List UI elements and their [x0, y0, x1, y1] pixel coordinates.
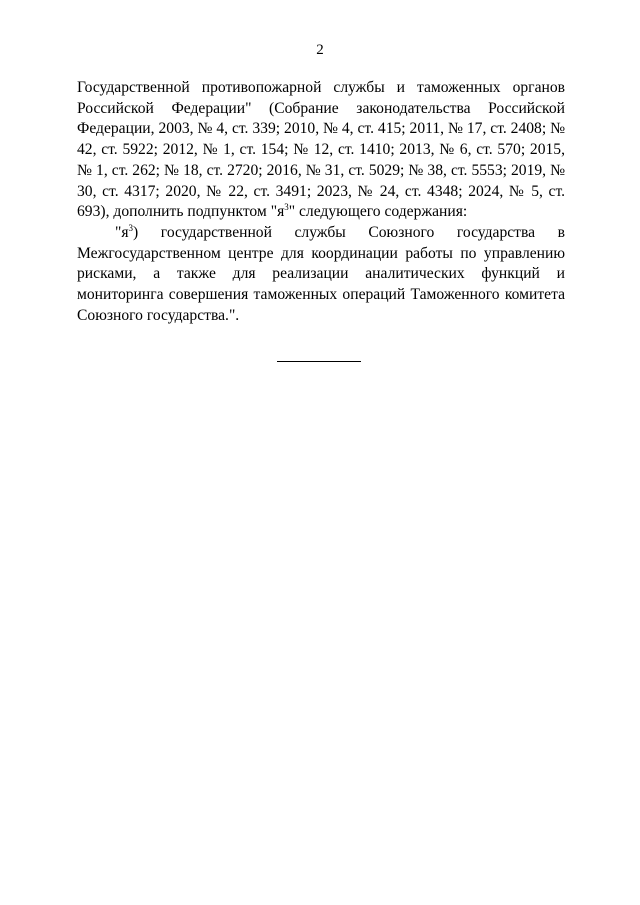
amendment-paragraph	[77, 78, 565, 223]
end-divider-line	[277, 361, 361, 362]
amendment-text-tail: " следующего содержания:	[288, 203, 468, 221]
superscript: 3	[128, 222, 134, 233]
subparagraph-text	[77, 223, 565, 327]
document-body	[77, 78, 565, 326]
amendment-text: Государственной противопожарной службы и таможенных органов Российской Федерации" (Собрание законодательства Российской Федерации, 2003, № 4, ст. 339; 2010, № 4, ст. 415; 2011, № 17, ст. 2408; № 42, ст. 5922; 2012, № 1, ст. 154; № 12, ст. 1410; 2013, № 6, ст. 570; 2015, № 1, ст. 262; № 18, ст. 2720; 2016, № 31, ст. 5029; № 38, ст. 5553; 2019, № 30, ст. 4317; 2020, № 22, ст. 3491; 2023, № 24, ст. 4348; 2024, № 5, ст. 693), дополнить подпунктом "я	[77, 79, 565, 221]
subparagraph-body: ) государственной службы Союзного государства в Межгосударственном центре для координации работы по управлению рисками, а также для реализации аналитических функций и мониторинга совершения таможенных операций Таможенного комитета Союзного государства.".	[77, 223, 565, 324]
superscript: 3	[284, 202, 289, 213]
subparagraph-lead: "я	[115, 223, 129, 241]
page-number: 2	[316, 42, 324, 58]
